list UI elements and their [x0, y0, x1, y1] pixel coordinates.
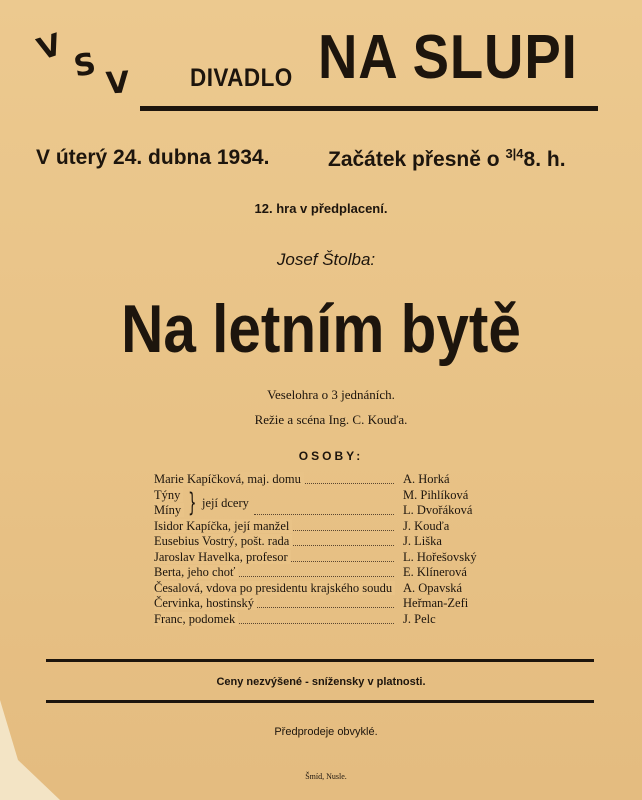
footer-rule-bottom — [46, 700, 594, 703]
performance-date: V úterý 24. dubna 1934. — [36, 146, 270, 169]
start-time — [328, 146, 566, 172]
cast-actor: J. Pelc — [403, 611, 436, 626]
cast-role: Isidor Kapíčka, její manžel — [154, 519, 292, 533]
cast-row — [154, 581, 544, 597]
start-fraction: 3|4 — [505, 146, 524, 161]
prices-note: Ceny nezvýšené - snížensky v platnosti. — [216, 676, 426, 688]
venue-prefix: DIVADLO — [190, 64, 293, 92]
cast-role: Míny — [154, 503, 184, 517]
cast-list — [154, 472, 544, 627]
cast-row — [154, 550, 544, 566]
cast-row — [154, 612, 544, 628]
start-suffix: 8. h. — [523, 148, 566, 171]
subscription-note: 12. hra v předplacení. — [254, 201, 388, 216]
cast-role: Franc, podomek — [154, 612, 238, 626]
cast-heading: OSOBY: — [298, 449, 364, 463]
presale-note: Předprodeje obvyklé. — [274, 726, 378, 738]
cast-row — [154, 534, 544, 550]
cast-row — [154, 519, 544, 535]
logo-letter-1: V — [33, 27, 67, 68]
play-title: Na letním bytě — [121, 291, 521, 367]
footer-rule-top — [46, 659, 594, 662]
cast-role: Týny — [154, 488, 183, 502]
cast-actor: J. Kouďa — [403, 518, 450, 533]
torn-corner — [0, 700, 60, 800]
cast-actor: J. Liška — [403, 534, 442, 548]
brace-icon: } — [188, 487, 197, 518]
cast-role: Eusebius Vostrý, pošt. rada — [154, 534, 292, 548]
cast-role: Jaroslav Havelka, profesor — [154, 550, 291, 564]
venue-name: NA SLUPI — [318, 23, 578, 92]
vsv-logo — [33, 27, 136, 108]
logo-letter-2: S — [71, 46, 99, 85]
cast-role: Marie Kapíčková, maj. domu — [154, 472, 304, 486]
cast-role: Berta, jeho choť — [154, 565, 238, 579]
cast-actor: E. Klínerová — [403, 565, 467, 579]
play-author: Josef Štolba: — [276, 250, 376, 269]
printer-credit: Šmíd, Nusle. — [305, 772, 347, 781]
cast-actor: L. Dvořáková — [403, 503, 473, 517]
dot-leader — [254, 503, 394, 515]
cast-row — [154, 565, 544, 581]
cast-actor: A. Opavská — [403, 580, 463, 595]
sisters-label: její dcery — [202, 495, 249, 510]
cast-actor: Heřman-Zefi — [403, 596, 469, 610]
cast-actor: M. Pihlíková — [403, 487, 469, 502]
play-genre: Veselohra o 3 jednáních. — [267, 387, 395, 402]
cast-row — [154, 596, 544, 612]
header-rule — [140, 106, 598, 111]
logo-letter-3: V — [104, 65, 131, 102]
cast-actor: L. Hořešovský — [403, 549, 477, 564]
start-prefix: Začátek přesně o — [328, 148, 500, 171]
cast-row — [154, 503, 544, 519]
cast-row — [154, 472, 544, 488]
play-director: Režie a scéna Ing. C. Kouďa. — [254, 412, 408, 427]
cast-actor: A. Horká — [403, 472, 450, 486]
cast-role: Česalová, vdova po presidentu krajského soudu — [154, 581, 395, 595]
cast-role: Červinka, hostinský — [154, 596, 257, 610]
